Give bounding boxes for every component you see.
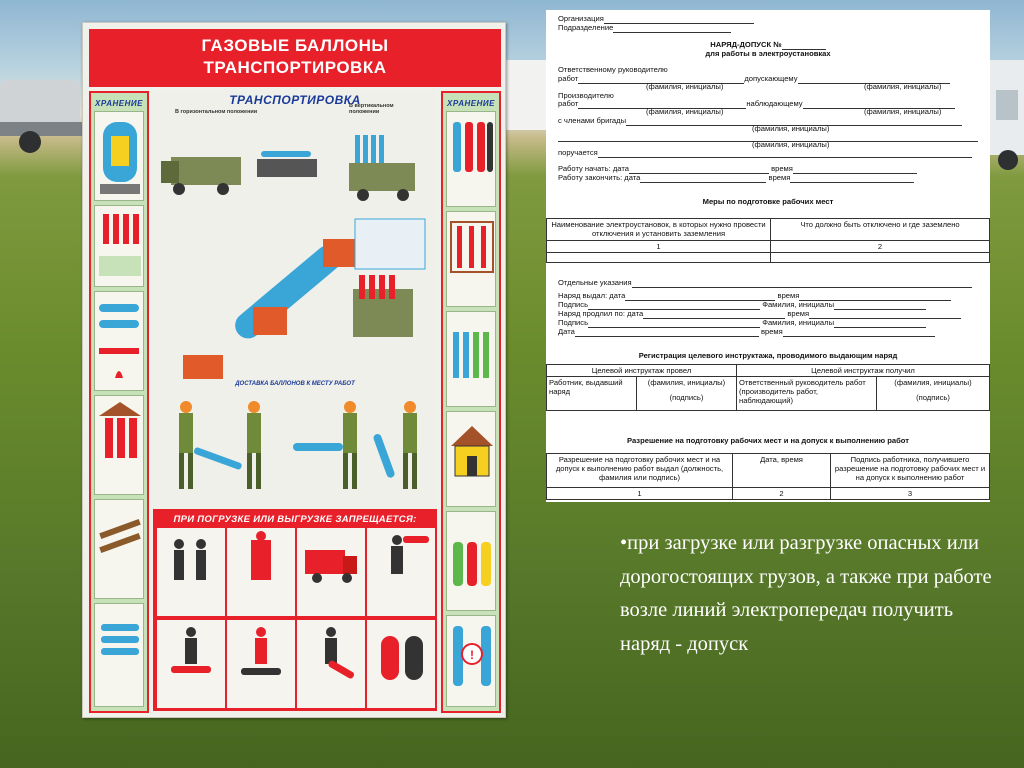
truck-unload-icon [297,528,365,598]
admitting-label: допускающему [744,74,798,83]
storage-heading-right: ХРАНЕНИЕ [447,99,495,108]
worker-throwing-icon [367,528,435,598]
gas-cylinders-poster [82,22,506,718]
fio-hint-5: (фамилия, инициалы) [752,124,830,133]
finish-label: Работу закончить: дата [558,173,641,182]
storage-tile-stack [94,499,144,599]
forbid-cell-3 [297,528,365,616]
storage-tile-cylinders [446,511,496,611]
form-title: НАРЯД-ДОПУСК № [710,40,782,49]
special-label: Отдельные указания [558,278,632,287]
start-label: Работу начать: дата [558,164,629,173]
permission-col2: Дата, время [733,454,831,488]
bullet-text: •при загрузке или разгрузке опасных или дорогостоящих грузов, а также при работе возле линий электропередач получить наряд - допуск [620,532,992,655]
storage-heading-left: ХРАНЕНИЕ [95,99,143,108]
date-time-line [783,328,935,337]
briefed-sign: (подпись) [669,393,704,402]
rolling-cylinder-icon [227,620,295,690]
cylinder-storage-grid-icon [447,212,497,306]
permission-heading: Разрешение на подготовку рабочих мест и на допуск к выполнению работ [627,436,909,445]
storage-tile-racks [94,205,144,287]
extended-label: Наряд продлил по: дата [558,309,644,318]
permission-col3: Подпись работника, получившего разрешение на подготовку рабочих мест и на допуск к выполнению работ [831,454,990,488]
workers-lifting-icon [157,528,225,598]
forbid-cell-7 [297,620,365,708]
measures-num1: 1 [547,241,771,253]
date-time-label: время [760,327,783,336]
warning-circle-icon [447,616,497,706]
cylinder-cabinet-icon [95,112,145,200]
received-header: Целевой инструктаж получил [737,365,990,377]
horizontal-cylinders-icon [95,292,145,390]
assigned-label: поручается [558,148,598,157]
vertical-position-label: В вертикальном положении [349,103,394,115]
measures-heading: Меры по подготовке рабочих мест [702,197,834,206]
oily-clothes-icon [227,528,295,598]
dropping-cylinder-icon [297,620,365,690]
briefing-table [546,364,990,411]
measures-blank2 [771,253,990,263]
form-subtitle: для работы в электроустановках [705,49,831,58]
storage-tile-horizontal [94,291,144,391]
safety-signs-icon [447,312,497,406]
poster-right-column [441,91,501,713]
poster-title-line2: ТРАНСПОРТИРОВКА [203,58,387,77]
assigned-row [558,148,972,158]
storage-tile-house [446,411,496,507]
storage-tile-shelter [94,395,144,495]
measures-blank1 [547,253,771,263]
received-sign-cell [877,377,990,411]
permission-table [546,453,990,500]
forbid-cell-8 [367,620,435,708]
surname-label-1: Фамилия, инициалы [762,300,835,309]
upright-cylinders-icon [447,112,497,206]
issued-label: Наряд выдал: дата [558,291,626,300]
forbid-cell-6 [227,620,295,708]
finish-time-line [790,174,914,183]
storage-tile-signs [446,311,496,407]
cylinder-stack-icon [95,604,145,706]
assigned-line [598,149,972,158]
storage-house-icon [447,412,497,506]
received-sign: (подпись) [916,393,950,402]
dept-row [558,23,731,33]
stacked-cylinders-icon [95,500,145,598]
briefed-sign-cell [637,377,737,411]
worker-issued-cell: Работник, выдавший наряд [547,377,637,411]
poster-left-column [89,91,149,713]
forbidden-section [153,509,437,711]
extended-time-label: время [787,309,810,318]
dept-line [613,24,731,33]
measures-col2: Что должно быть отключено и где заземлено [771,219,990,241]
special-line [632,279,972,288]
storage-tile-grid [446,211,496,307]
work-permit-form [546,10,990,502]
permission-num2: 2 [733,488,831,500]
transport-illustration [153,109,437,379]
finish-date-line [640,174,766,183]
briefing-heading: Регистрация целевого инструктажа, проводимого выдающим наряд [638,351,898,360]
fio-hint-1: (фамилия, инициалы) [646,82,724,91]
permission-num1: 1 [547,488,733,500]
date-label: Дата [558,327,575,336]
fio-hint-3: (фамилия, инициалы) [646,107,724,116]
date-row [558,327,935,337]
signature-label-2: Подпись [558,318,589,327]
signature-label-1: Подпись [558,300,589,309]
brigade-label: с членами бригады [558,116,627,125]
finish-time-label: время [768,173,791,182]
observer-label: наблюдающему [746,99,803,108]
org-label: Организация [558,14,604,23]
surname-label-2: Фамилия, инициалы [762,318,835,327]
transport-section [153,91,437,511]
delivery-heading: ДОСТАВКА БАЛЛОНОВ К МЕСТУ РАБОТ [235,381,355,387]
storage-tile-racks-2 [94,603,144,707]
resp-cell: Ответственный руководитель работ (производитель работ, наблюдающий) [737,377,877,411]
delivery-workers-illustration [153,393,437,509]
fio-hint-6: (фамилия, инициалы) [752,140,830,149]
storage-tile-warning [446,615,496,707]
measures-col1: Наименование электроустановок, в которых нужно провести отключения и установить заземления [547,219,771,241]
svg-text:!: ! [470,648,474,662]
storage-tile-upright [446,111,496,207]
works-label: работ [558,74,579,83]
issued-time-label: время [777,291,800,300]
storage-tile-cabinet [94,111,144,201]
forbid-cell-4 [367,528,435,616]
briefed-header: Целевой инструктаж провел [547,365,737,377]
start-time-label: время [771,164,793,173]
shelter-icon [95,396,145,494]
permission-col1: Разрешение на подготовку рабочих мест и на допуск к выполнению работ выдал (должность, фамилия или подпись) [547,454,733,488]
measures-num2: 2 [771,241,990,253]
mixed-cylinders-icon [447,512,497,610]
forbidden-heading: ПРИ ПОГРУЗКЕ ИЛИ ВЫГРУЗКЕ ЗАПРЕЩАЕТСЯ: [173,514,417,525]
poster-title-line1: ГАЗОВЫЕ БАЛЛОНЫ [201,36,389,55]
date-line [575,328,759,337]
received-fio: (фамилия, инициалы) [894,378,972,387]
permission-num3: 3 [831,488,990,500]
transport-heading: ТРАНСПОРТИРОВКА [229,93,361,107]
fio-hint-2: (фамилия, инициалы) [864,82,942,91]
forbid-cell-2 [227,528,295,616]
poster-title [89,29,501,87]
horizontal-position-label: В горизонтальном положении [175,109,258,115]
fio-hint-4: (фамилия, инициалы) [864,107,942,116]
finish-row [558,173,914,183]
forbid-cell-1 [157,528,225,616]
producer-label: Производителю [558,91,614,100]
works-label-2: работ [558,99,579,108]
measures-table [546,218,990,263]
special-row [558,278,972,288]
briefed-fio: (фамилия, инициалы) [647,378,726,387]
cylinder-rack-icon [95,206,145,286]
cylinder-valves-icon [367,620,435,690]
worker-carrying-icon [157,620,225,690]
dept-label: Подразделение [558,23,614,32]
resp-manager-label: Ответственному руководителю [558,65,668,74]
forbid-cell-5 [157,620,225,708]
